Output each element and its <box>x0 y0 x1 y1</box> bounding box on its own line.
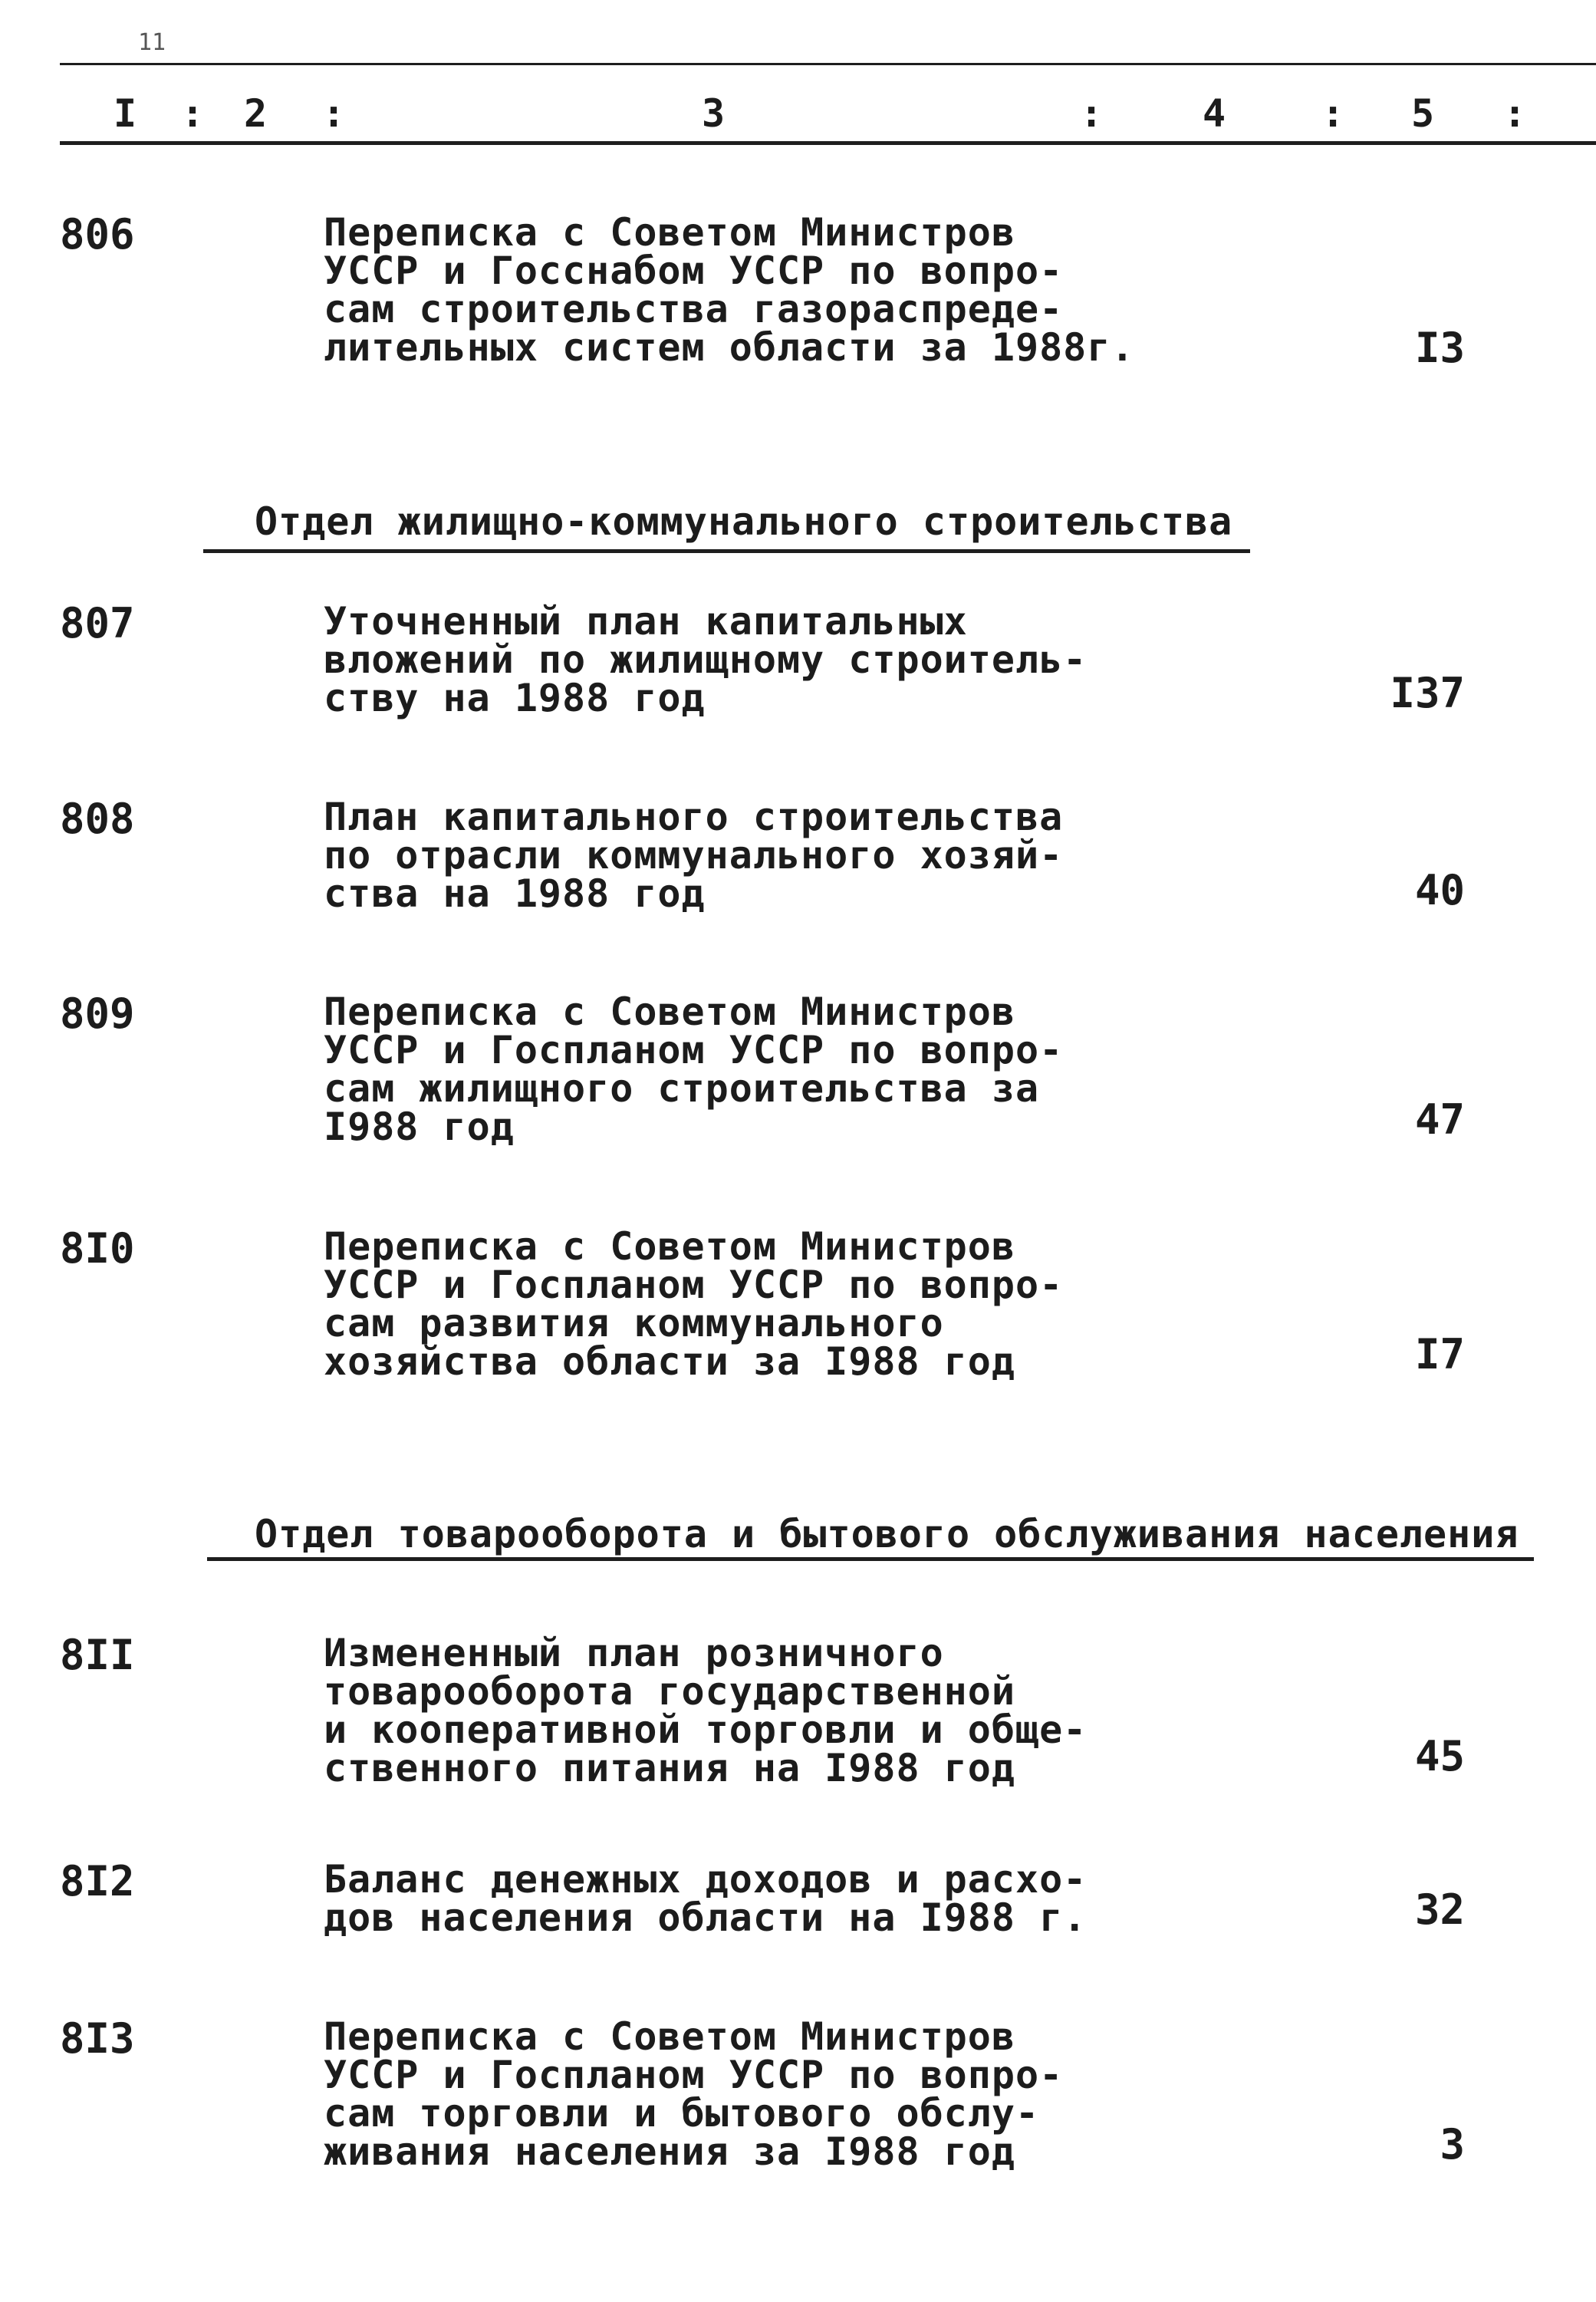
page-mark: 11 <box>138 29 166 56</box>
record-number: 807 <box>60 599 135 647</box>
record-pages: 40 <box>1414 866 1465 914</box>
record-pages: 32 <box>1414 1885 1465 1934</box>
column-separator: : <box>322 91 346 136</box>
record-number: 808 <box>60 795 135 843</box>
header-bottom-rule <box>60 141 1596 145</box>
column-header-4: 4 <box>1203 91 1226 136</box>
section-underline <box>203 549 1250 553</box>
record-number: 8I2 <box>60 1857 135 1905</box>
record-pages: 3 <box>1440 2120 1465 2169</box>
record-title: Баланс денежных доходов и расхо- дов населения области на I988 г. <box>324 1857 1088 1940</box>
column-header-5: 5 <box>1411 91 1435 136</box>
record-title: Измененный план розничного товарооборота государственной и кооперативной торговли и обще- ственного питания на I988 год <box>324 1631 1088 1790</box>
section-heading: Отдел жилищно-коммунального строительства <box>255 499 1233 544</box>
record-title: Переписка с Советом Министров УССР и Госснабом УССР по вопро- сам строительства газораспреде- лительных систем области за 1988г. <box>324 210 1135 370</box>
record-title: План капитального строительства по отрасли коммунального хозяй- ства на 1988 год <box>324 795 1064 916</box>
record-number: 8II <box>60 1631 135 1679</box>
record-number: 809 <box>60 990 135 1038</box>
record-number: 8I3 <box>60 2014 135 2063</box>
record-title: Переписка с Советом Министров УССР и Госпланом УССР по вопро- сам торговли и бытового обслу- живания населения за I988 год <box>324 2014 1064 2174</box>
record-pages: I3 <box>1414 324 1465 372</box>
record-pages: I7 <box>1414 1330 1465 1378</box>
column-separator: : <box>1321 91 1345 136</box>
section-underline <box>207 1557 1534 1561</box>
record-number: 8I0 <box>60 1224 135 1273</box>
record-pages: 47 <box>1414 1095 1465 1144</box>
section-heading: Отдел товарооборота и бытового обслуживания населения <box>255 1512 1519 1556</box>
column-separator: : <box>1503 91 1527 136</box>
column-header-2: 2 <box>244 91 268 136</box>
column-separator: : <box>1080 91 1104 136</box>
column-header-3: 3 <box>702 91 726 136</box>
record-title: Переписка с Советом Министров УССР и Госпланом УССР по вопро- сам развития коммунального хозяйства области за I988 год <box>324 1224 1064 1384</box>
record-pages: 45 <box>1414 1732 1465 1780</box>
record-pages: I37 <box>1390 669 1465 717</box>
record-title: Переписка с Советом Министров УССР и Госпланом УССР по вопро- сам жилищного строительства за I988 год <box>324 990 1064 1149</box>
record-title: Уточненный план капитальных вложений по жилищному строитель- ству на 1988 год <box>324 599 1088 720</box>
record-number: 806 <box>60 210 135 259</box>
column-header-1: I <box>114 91 137 136</box>
header-top-rule <box>60 63 1596 65</box>
column-separator: : <box>181 91 205 136</box>
